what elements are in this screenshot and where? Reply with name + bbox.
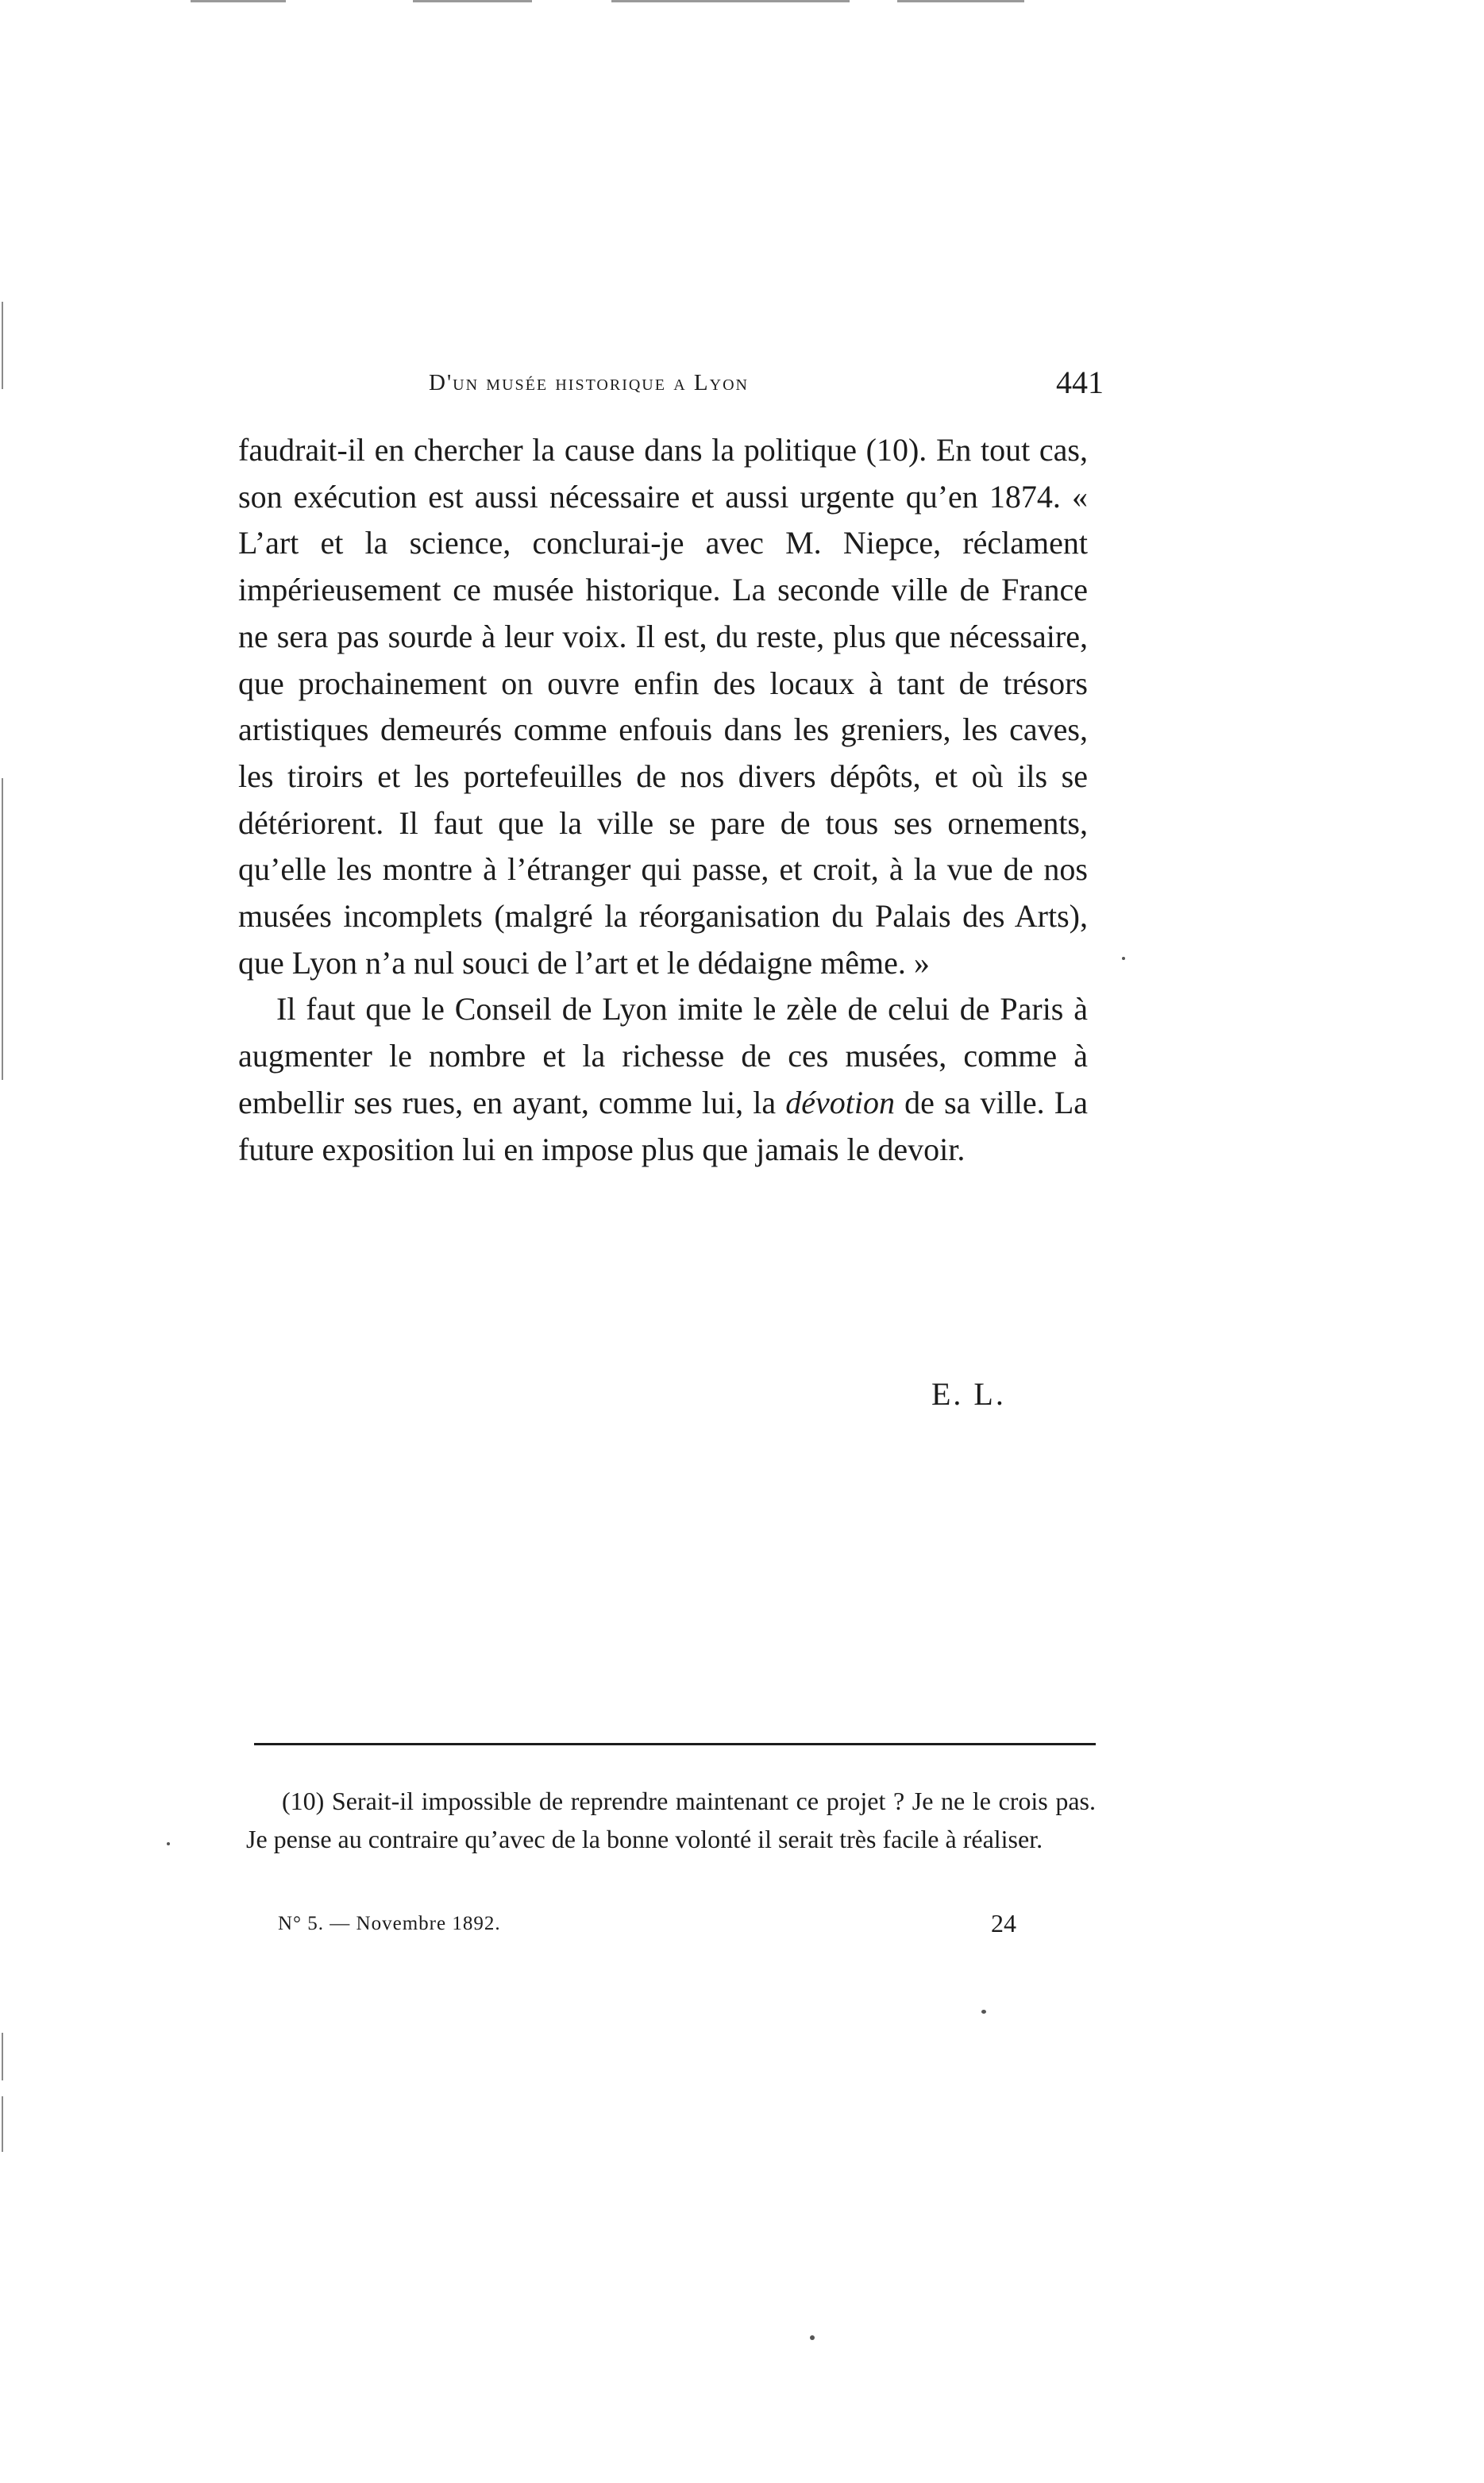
- footnote: (10) Serait-il impossible de reprendre maintenant ce projet ? Je ne le crois pas. Je pense au contraire qu’avec de la bonne volonté il serait très facile à réaliser.: [246, 1787, 1096, 1853]
- running-title: D'un musée historique a Lyon: [429, 370, 749, 395]
- paragraph: faudrait-il en chercher la cause dans la politique (10). En tout cas, son exécution est aussi nécessaire et aussi urgente qu’en 1874. « L’art et la science, conclurai-je avec M. Niepce, réclament impérieusement ce musée historique. La seconde ville de France ne sera pas sourde à leur voix. Il est, du reste, plus que nécessaire, que prochainement on ouvre enfin des locaux à tant de trésors artistiques demeurés comme enfouis dans les greniers, les caves, les tiroirs et les portefeuilles de nos divers dépôts, et où ils se détériorent. Il faut que la ville se pare de tous ses ornements, qu’elle les montre à l’étranger qui passe, et croit, à la vue de nos musées incomplets (malgré la réorganisation du Palais des Arts), que Lyon n’a nul souci de l’art et le dédaigne même. »: [238, 432, 1088, 981]
- scan-edge-mark: [611, 0, 850, 2]
- scan-speck: [810, 2335, 815, 2340]
- scan-speck: [981, 2010, 986, 2014]
- italic-word: dévotion: [785, 1084, 896, 1120]
- paragraph-text: de sa ville. La future exposition lui en impose plus que jamais le devoir.: [238, 1084, 1089, 1167]
- paragraph: [238, 986, 1088, 1173]
- scan-edge-mark: [2, 302, 3, 389]
- scan-edge-mark: [897, 0, 1024, 2]
- author-signature: E. L.: [931, 1376, 1006, 1412]
- scan-edge-mark: [2, 2033, 3, 2080]
- footnote-divider: [254, 1743, 1096, 1745]
- running-head: [238, 364, 1104, 403]
- page-number: 441: [1056, 364, 1104, 400]
- sheet-number: 24: [991, 1909, 1016, 1937]
- scan-speck: [1122, 957, 1125, 960]
- scan-edge-mark: [2, 2096, 3, 2152]
- scan-edge-mark: [191, 0, 286, 2]
- body-text: [238, 427, 1088, 1173]
- scan-edge-mark: [2, 778, 3, 1080]
- issue-line: N° 5. — Novembre 1892.: [278, 1913, 501, 1934]
- scan-speck: [167, 1842, 170, 1845]
- scan-edge-mark: [413, 0, 532, 2]
- paragraph-text: Il faut que le Conseil de Lyon imite le zèle de celui de Paris à augmenter le nombre et la richesse de ces musées, comme à embellir ses rues, en ayant, comme lui, la: [238, 991, 1088, 1120]
